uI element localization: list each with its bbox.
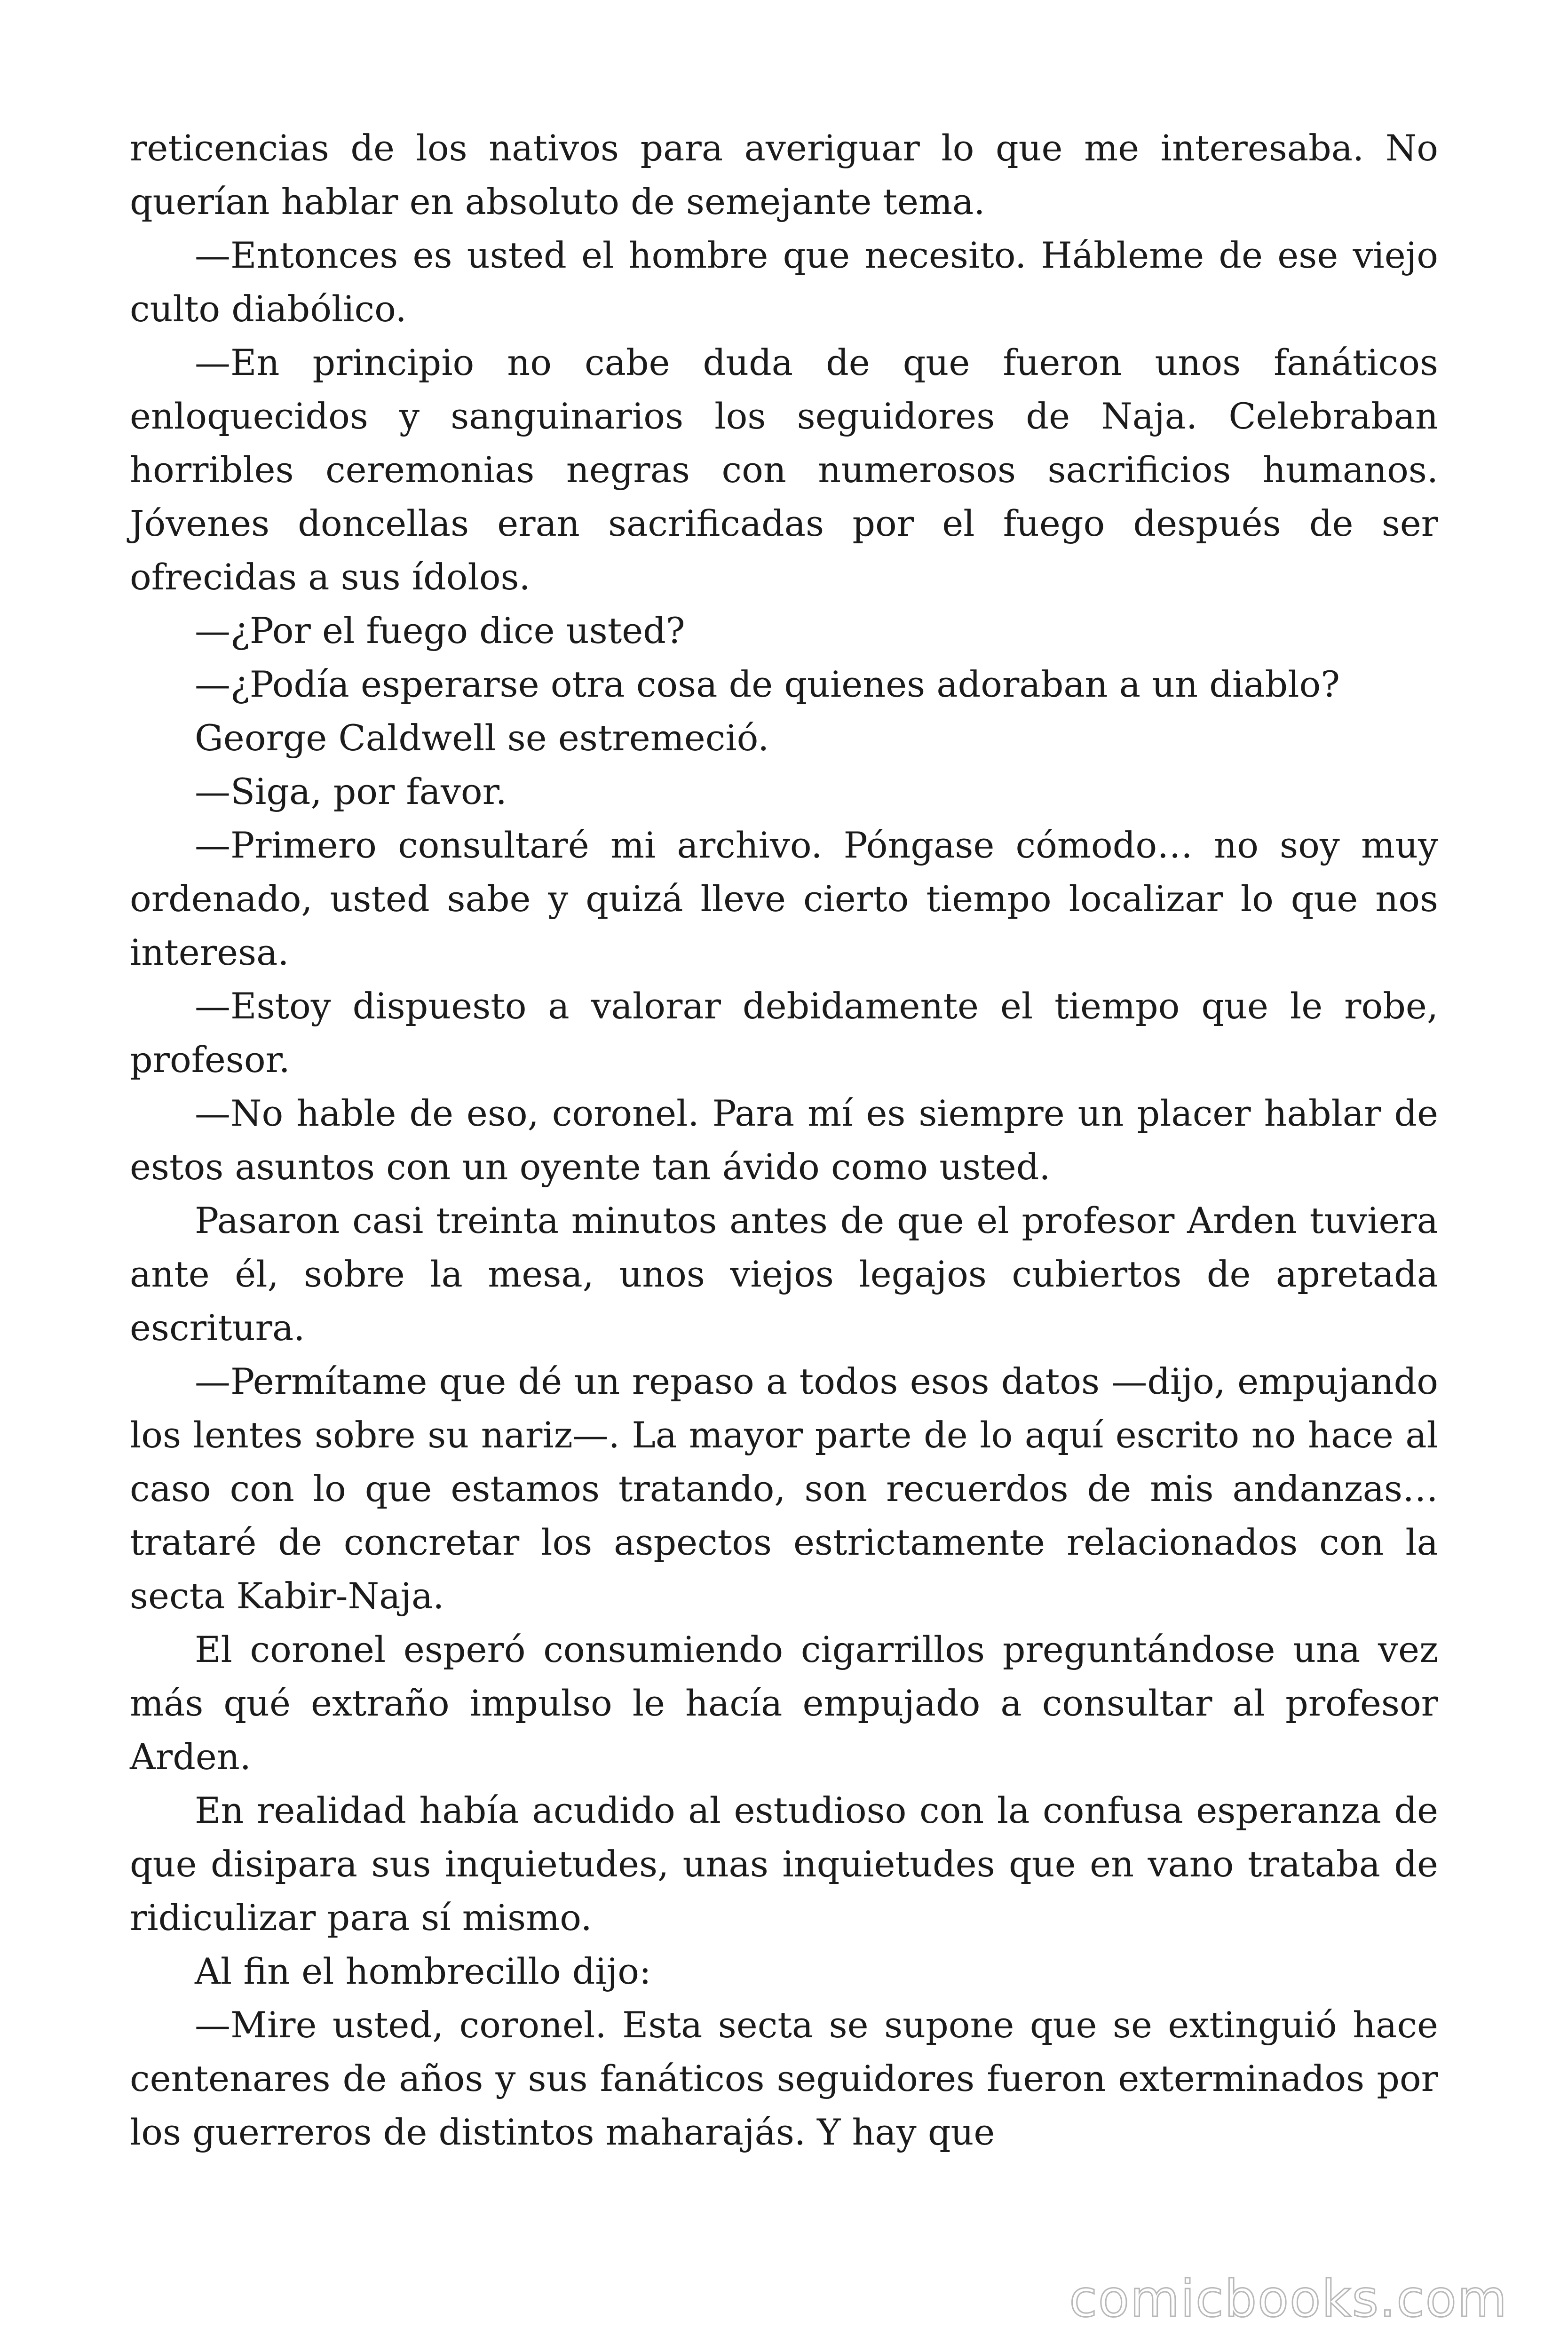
paragraph: —¿Podía esperarse otra cosa de quienes adoraban a un diablo? xyxy=(195,663,1340,705)
paragraph: —Estoy dispuesto a valorar debidamente el tiempo que le robe, profesor. xyxy=(130,985,1438,1081)
paragraph: —Primero consultaré mi archivo. Póngase cómodo… no soy muy ordenado, usted sabe y quizá lleve cierto tiempo localizar lo que nos interesa. xyxy=(130,824,1438,973)
paragraph: —Permítame que dé un repaso a todos esos datos —dijo, empujando los lentes sobre su nariz—. La mayor parte de lo aquí escrito no hace al caso con lo que estamos tratando, son recuerdos de mis andanzas… trataré de concretar los aspectos estrictamente relacionados con la secta Kabir-Naja. xyxy=(130,1360,1438,1617)
body-text xyxy=(130,121,1438,2159)
paragraph: —En principio no cabe duda de que fueron unos fanáticos enloquecidos y sanguinarios los seguidores de Naja. Celebraban horribles ceremonias negras con numerosos sacrificios humanos. Jóvenes doncellas eran sacrificadas por el fuego después de ser ofrecidas a sus ídolos. xyxy=(130,342,1438,598)
paragraph: —¿Por el fuego dice usted? xyxy=(195,610,685,652)
watermark: comicbooks.com xyxy=(1069,2270,1508,2328)
paragraph: Al fin el hombrecillo dijo: xyxy=(195,1950,651,1992)
paragraph: —No hable de eso, coronel. Para mí es siempre un placer hablar de estos asuntos con un oyente tan ávido como usted. xyxy=(130,1092,1438,1188)
paragraph: Pasaron casi treinta minutos antes de que el profesor Arden tuviera ante él, sobre la mesa, unos viejos legajos cubiertos de apretada escritura. xyxy=(130,1200,1438,1349)
paragraph: —Siga, por favor. xyxy=(195,771,507,812)
paragraph: —Mire usted, coronel. Esta secta se supone que se extinguió hace centenares de años y sus fanáticos seguidores fueron exterminados por los guerreros de distintos maharajás. Y hay que xyxy=(130,2004,1438,2153)
paragraph: George Caldwell se estremeció. xyxy=(195,717,769,759)
paragraph: El coronel esperó consumiendo cigarrillos preguntándose una vez más qué extraño impulso le hacía empujado a consultar al profesor Arden. xyxy=(130,1629,1438,1778)
paragraph: reticencias de los nativos para averiguar lo que me interesaba. No querían hablar en absoluto de semejante tema. xyxy=(130,127,1438,222)
paragraph: En realidad había acudido al estudioso con la confusa esperanza de que disipara sus inquietudes, unas inquietudes que en vano trataba de ridiculizar para sí mismo. xyxy=(130,1789,1438,1939)
paragraph: —Entonces es usted el hombre que necesito. Hábleme de ese viejo culto diabólico. xyxy=(130,234,1438,330)
